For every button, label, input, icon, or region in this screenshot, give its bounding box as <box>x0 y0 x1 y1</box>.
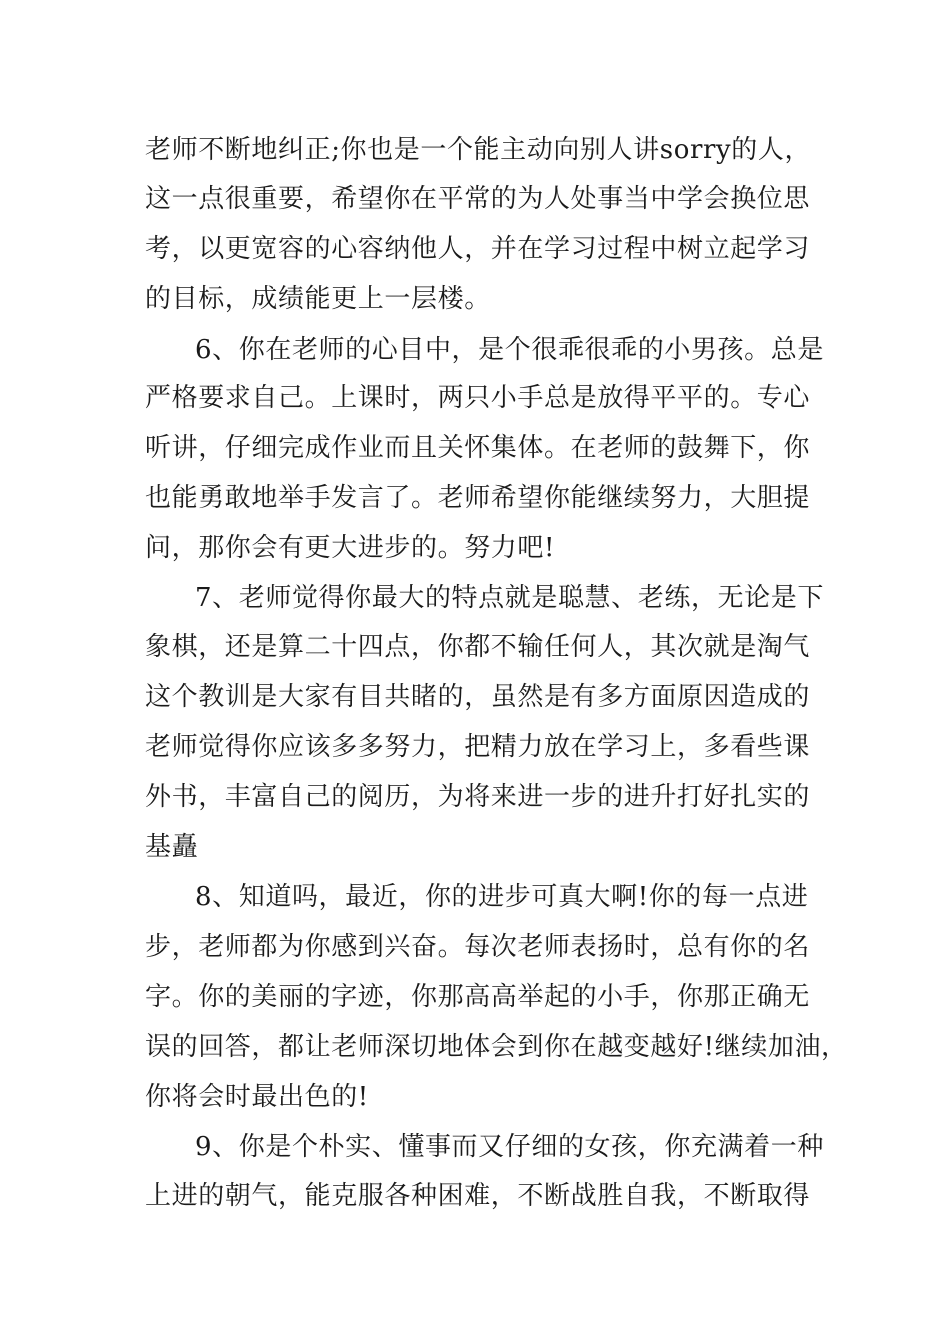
text-line: 考，以更宽容的心容纳他人，并在学习过程中树立起学习 <box>145 234 811 264</box>
text-line: 外书，丰富自己的阅历，为将来进一步的进升打好扎实的 <box>145 782 811 812</box>
text-line: 老师觉得你应该多多努力，把精力放在学习上，多看些课 <box>145 732 811 762</box>
text-line: 步，老师都为你感到兴奋。每次老师表扬时，总有你的名 <box>145 932 811 962</box>
text-line: 上进的朝气，能克服各种困难，不断战胜自我，不断取得 <box>145 1181 811 1211</box>
text-line: 字。你的美丽的字迹，你那高高举起的小手，你那正确无 <box>145 982 811 1012</box>
text-line: 严格要求自己。上课时，两只小手总是放得平平的。专心 <box>145 383 811 413</box>
text-line: 你将会时最出色的! <box>145 1082 369 1112</box>
text-line: 问，那你会有更大进步的。努力吧! <box>145 533 556 563</box>
text-line: 听讲，仔细完成作业而且关怀集体。在老师的鼓舞下，你 <box>145 433 811 463</box>
text-line: 这个教训是大家有目共睹的，虽然是有多方面原因造成的 <box>145 682 811 712</box>
text-line: 的目标，成绩能更上一层楼。 <box>145 284 491 314</box>
text-line: 这一点很重要，希望你在平常的为人处事当中学会换位思 <box>145 184 811 214</box>
text-line: 基矗 <box>145 832 199 862</box>
paragraph-6-first-line: 6、你在老师的心目中，是个很乖很乖的小男孩。总是 <box>195 335 824 365</box>
text-line: 象棋，还是算二十四点，你都不输任何人，其次就是淘气 <box>145 632 811 662</box>
paragraph-7-first-line: 7、老师觉得你最大的特点就是聪慧、老练，无论是下 <box>195 583 824 613</box>
paragraph-8-first-line: 8、知道吗，最近，你的进步可真大啊!你的每一点进 <box>195 882 809 912</box>
text-line: 老师不断地纠正;你也是一个能主动向别人讲sorry的人， <box>145 135 812 165</box>
text-line: 误的回答，都让老师深切地体会到你在越变越好!继续加油， <box>145 1032 848 1062</box>
paragraph-9-first-line: 9、你是个朴实、懂事而又仔细的女孩，你充满着一种 <box>195 1132 824 1162</box>
text-line: 也能勇敢地举手发言了。老师希望你能继续努力，大胆提 <box>145 483 811 513</box>
